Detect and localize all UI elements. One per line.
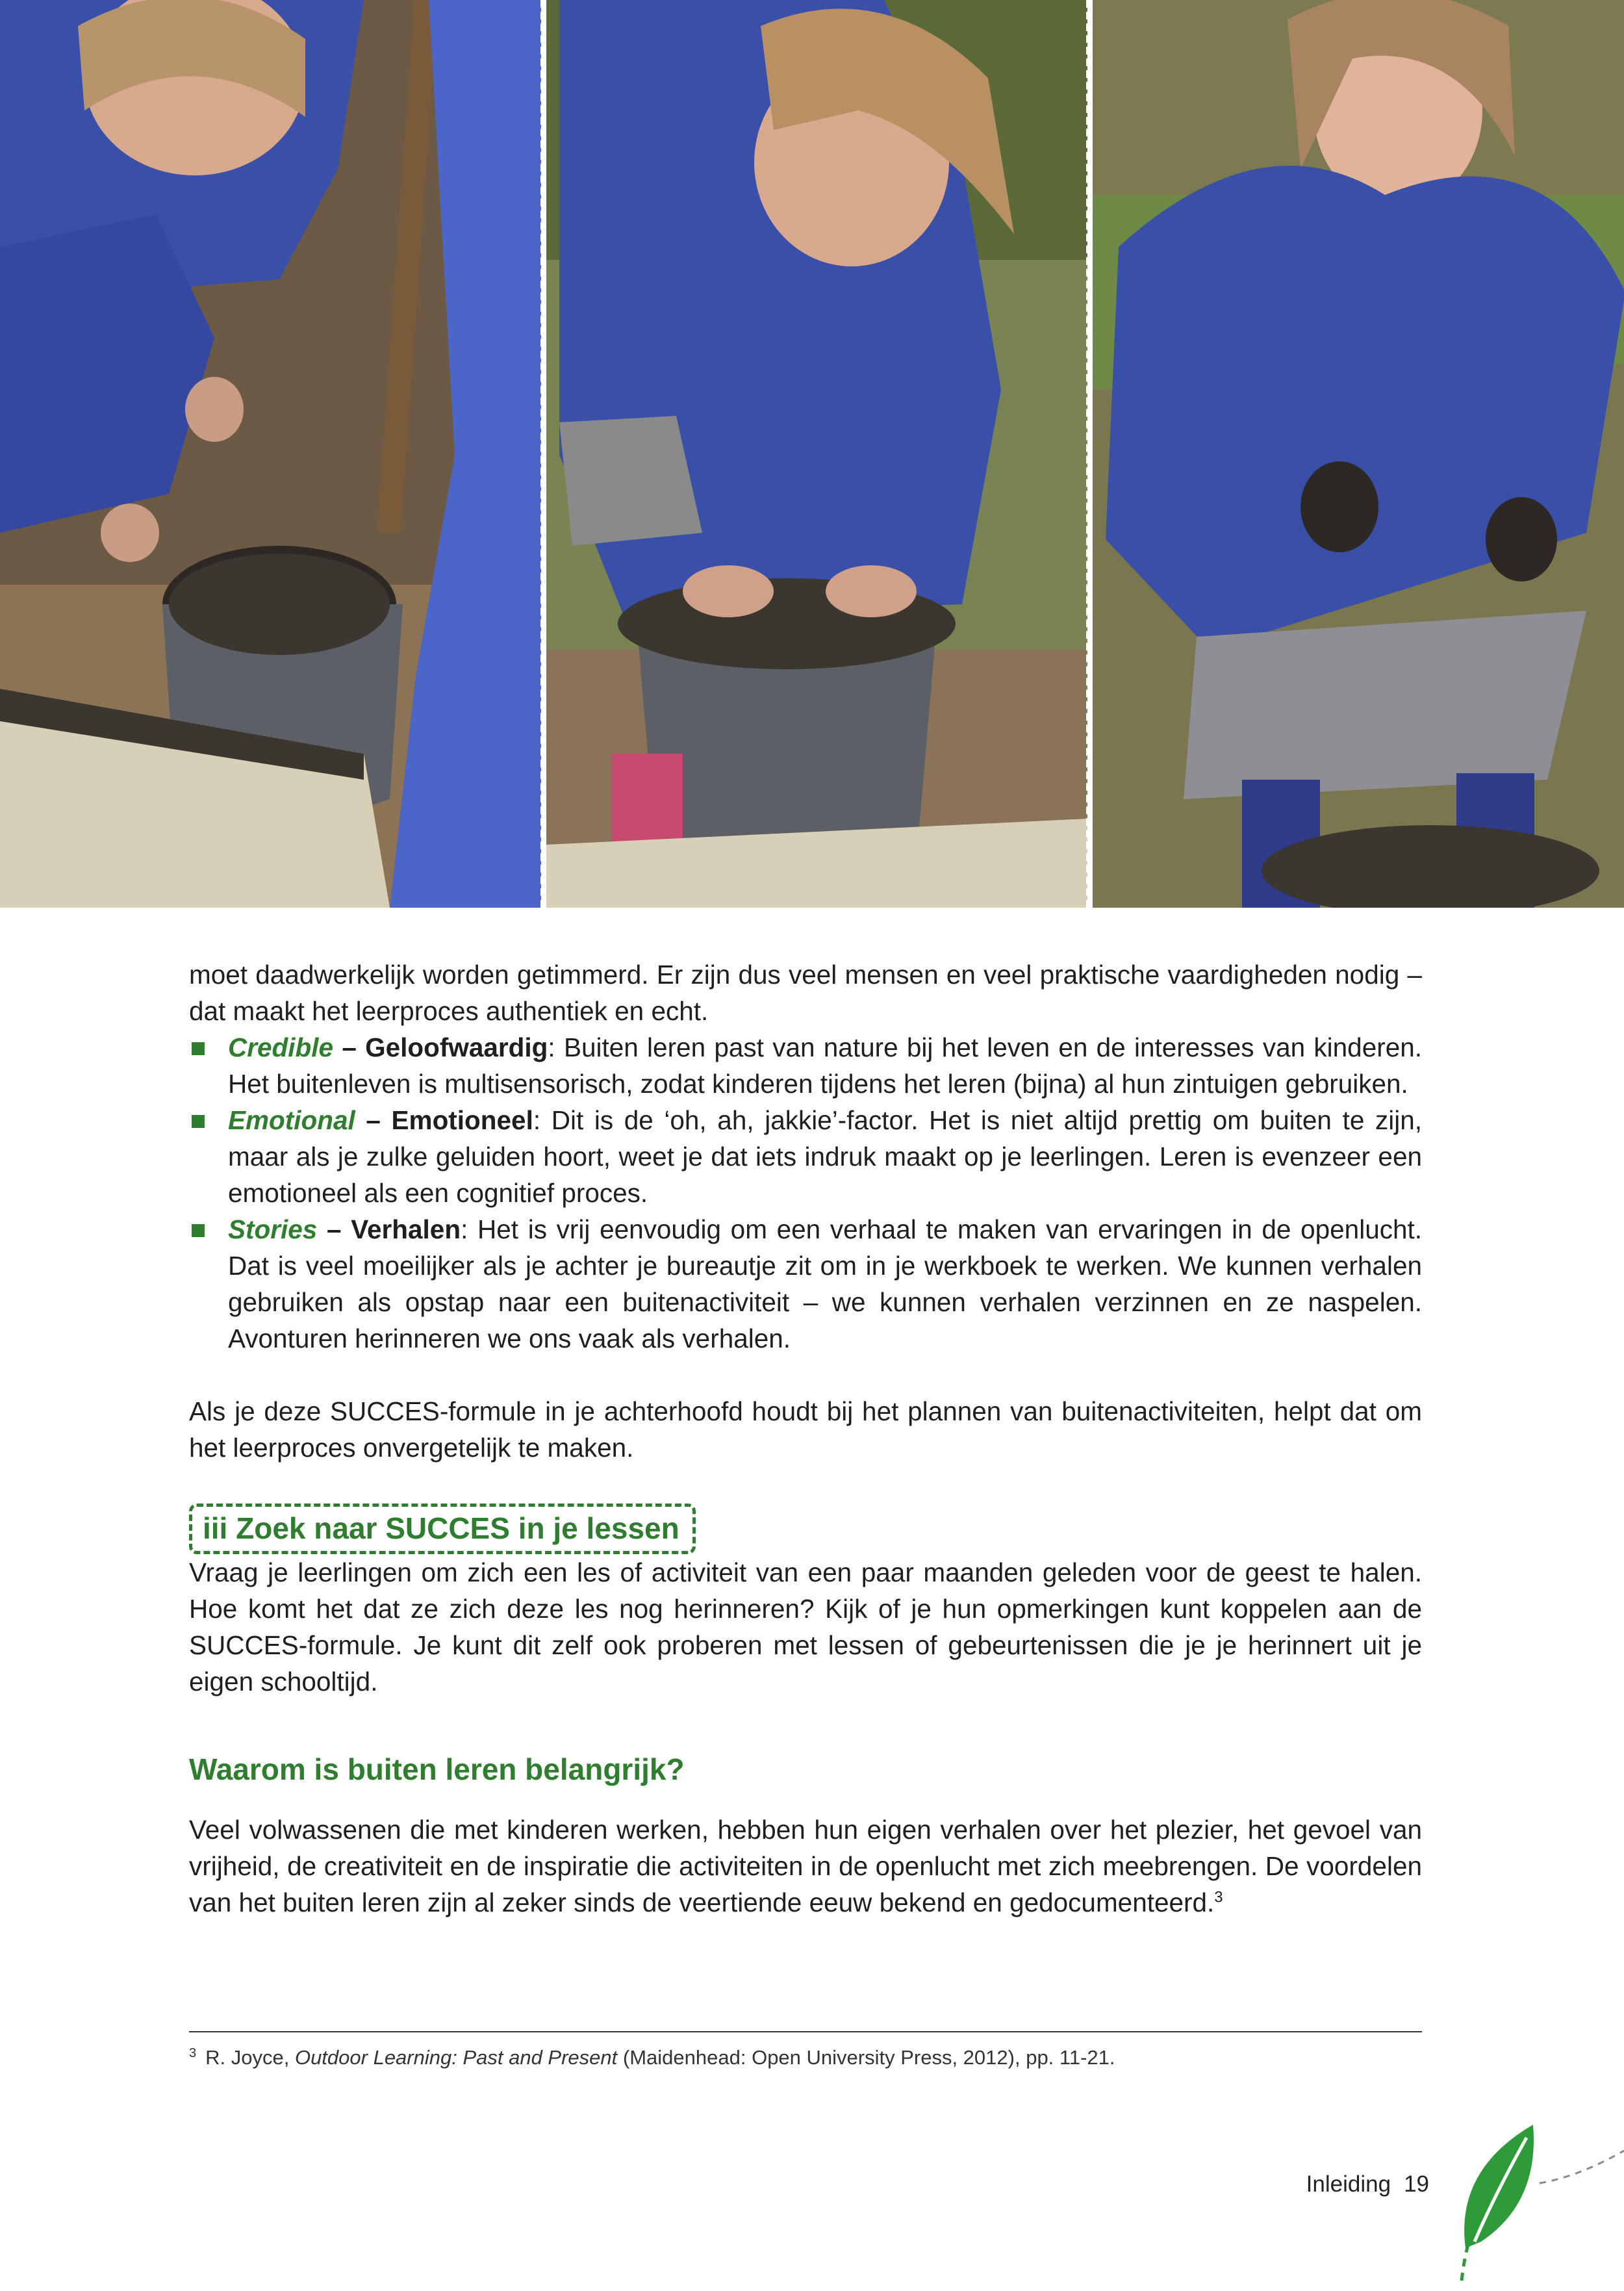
page-footer [1286,2170,1429,2199]
term-dash: – [317,1214,351,1244]
photo-child-muddy-hands [1093,0,1624,908]
term-english: Emotional [228,1105,355,1135]
footnote-author: R. Joyce, [205,2046,295,2069]
activity-paragraph: Vraag je leerlingen om zich een les of activiteit van een paar maanden geleden voor de geest te halen. Hoe komt het dat ze zich deze les nog herinneren? Kijk of je hun opmerkingen kunt koppelen aan de SUCCES-formule. Je kunt dit zelf ook proberen met lessen of gebeurtenissen die je je herinnert uit je eigen schooltijd. [189,1557,1422,1696]
spacer [189,1357,1422,1393]
square-bullet-icon [192,1115,205,1128]
footnote-number: 3 [189,2045,197,2060]
bullet-credible [189,1029,1422,1102]
bullet-text: : Dit is de ‘oh, ah, jakkie’-factor. Het is niet altijd prettig om buiten te zijn, maar als je zulke geluiden hoort, weet je dat iets indruk maakt op je leerlingen. Leren is evenzeer een emotioneel als een cognitief proces. [228,1105,1422,1208]
leaf-icon [1442,2112,1624,2291]
photo-strip [0,0,1624,908]
succes-paragraph: Als je deze SUCCES-formule in je achterhoofd houdt bij het plannen van buitenactiviteiten, helpt dat om het leerproces onvergetelijk te maken. [189,1396,1422,1463]
bullet-text: : Het is vrij eenvoudig om een verhaal te maken van ervaringen in de openlucht. Dat is veel moeilijker als je achter je bureautje zit om in je werkboek te werken. We kunnen verhalen gebruiken als opstap naar een buitenactiviteit – we kunnen verhalen verzinnen en ze naspelen. Avonturen herinneren we ons vaak als verhalen. [228,1214,1422,1353]
section-paragraph [189,1811,1422,1921]
term-dutch: Emotioneel [391,1105,533,1135]
photo-divider [1086,0,1090,908]
footnote-reference[interactable]: 3 [1214,1888,1223,1906]
footnote-publisher: (Maidenhead: Open University Press, 2012), pp. 11-21. [617,2046,1115,2069]
footnote [189,2044,1422,2071]
term-english: Credible [228,1032,334,1062]
section-heading: Waarom is buiten leren belangrijk? [189,1752,685,1786]
square-bullet-icon [192,1042,205,1055]
term-dash: – [355,1105,392,1135]
section-paragraph-text: Veel volwassenen die met kinderen werken, hebben hun eigen verhalen over het plezier, het gevoel van vrijheid, de creativiteit en de inspiratie die activiteiten in de openlucht met zich meebrengen. De voordelen van het buiten leren zijn al zeker sinds de veertiende eeuw bekend en gedocumenteerd. [189,1815,1422,1917]
term-dutch: Verhalen [351,1214,461,1244]
photo-child-pressing-mud [546,0,1087,908]
main-content [189,956,1422,1921]
footer-section-label: Inleiding [1306,2171,1391,2197]
square-bullet-icon [192,1224,205,1237]
bullet-emotional [189,1102,1422,1211]
intro-paragraph: moet daadwerkelijk worden getimmerd. Er zijn dus veel mensen en veel praktische vaardigheden nodig – dat maakt het leerproces authentiek en echt. [189,960,1422,1026]
activity-box-heading: iii Zoek naar SUCCES in je lessen [189,1504,696,1554]
footnote-title: Outdoor Learning: Past and Present [294,2046,618,2069]
succes-bullet-list [189,1029,1422,1357]
term-dash: – [333,1032,366,1062]
bullet-text: : Buiten leren past van nature bij het leven en de interesses van kinderen. Het buitenleven is multisensorisch, zodat kinderen tijdens het leren (bijna) al hun zintuigen gebruiken. [228,1032,1423,1099]
page-number: 19 [1404,2171,1429,2197]
term-dutch: Geloofwaardig [365,1032,548,1062]
photo-divider [540,0,544,908]
bullet-stories [189,1211,1422,1357]
term-english: Stories [228,1214,318,1244]
photo-children-scooping-mud [0,0,541,908]
footnote-divider [189,2031,1422,2032]
